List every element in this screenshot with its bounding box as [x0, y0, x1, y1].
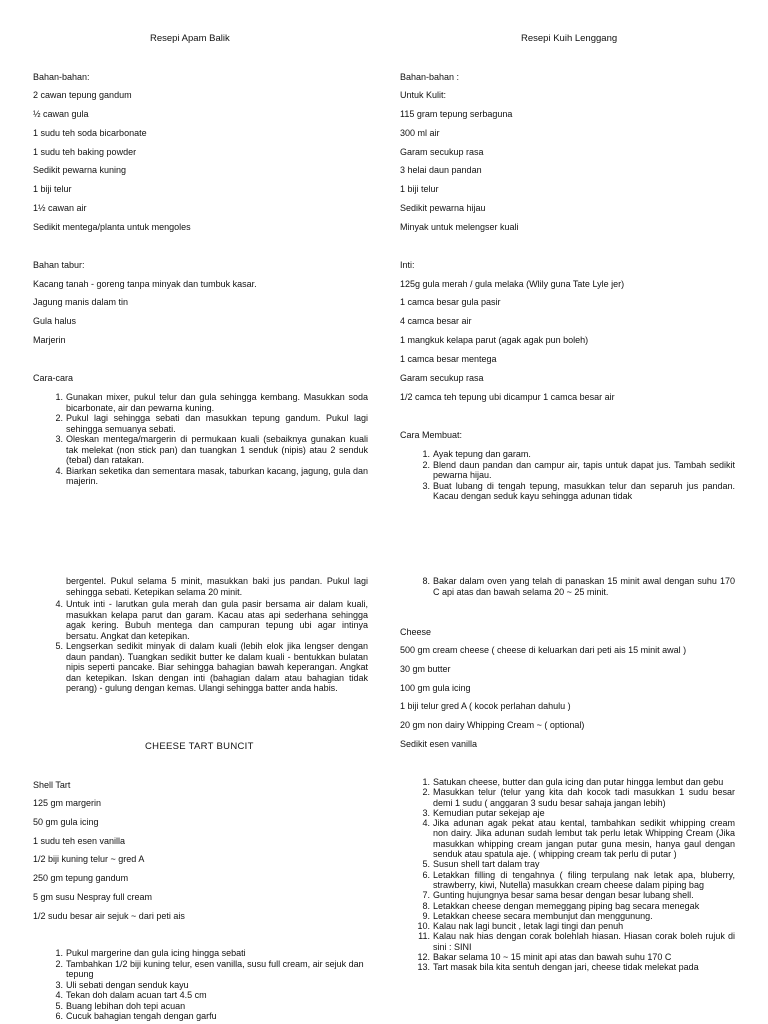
apam-bahan-item: 1 sudu teh soda bicarbonate: [33, 128, 147, 138]
lenggang-kulit-item: 1 biji telur: [400, 184, 439, 194]
lenggang-cara-list: [422, 449, 735, 502]
list-item: 6. Letakkan filling di tengahnya ( filing terpulang nak letak apa, bluberry, strawberry, kiwi, Nutella) masukkan cream cheese dalam piping bag: [422, 869, 735, 890]
tart-shell-item: 1/2 biji kuning telur ~ gred A: [33, 854, 145, 864]
apam-bahan-item: 1 sudu teh baking powder: [33, 147, 137, 157]
list-item: 12. Bakar selama 10 ~ 15 minit api atas dan bawah suhu 170 C: [417, 952, 672, 963]
lenggang-inti-item: 1/2 camca teh tepung ubi dicampur 1 camca besar air: [400, 392, 615, 402]
apam-tabur-item: Gula halus: [33, 316, 77, 326]
tart-shell-item: 1 sudu teh esen vanilla: [33, 836, 126, 846]
lenggang-kulit-item: Garam secukup rasa: [400, 147, 484, 157]
apam-bahan-item: 2 cawan tepung gandum: [33, 90, 132, 100]
tart-title: CHEESE TART BUNCIT: [145, 741, 254, 752]
lenggang-kulit-item: 3 helai daun pandan: [400, 165, 482, 175]
apam-cara-heading: Cara-cara: [33, 373, 74, 383]
apam-title: Resepi Apam Balik: [150, 33, 230, 44]
list-item: 1. Pukul margerine dan gula icing hingga sebati: [55, 948, 246, 958]
apam-cara-list: [55, 392, 368, 487]
apam-tabur-item: Jagung manis dalam tin: [33, 297, 129, 307]
list-item: 2. Blend daun pandan dan campur air, tapis untuk dapat jus. Tambah sedikit pewarna hijau.: [422, 459, 735, 480]
lenggang-kulit-item: Sedikit pewarna hijau: [400, 203, 486, 213]
lenggang-cara-heading: Cara Membuat:: [400, 430, 463, 440]
tart-cheese-item: Sedikit esen vanilla: [400, 739, 478, 749]
apam-bahan-item: ½ cawan gula: [33, 109, 89, 119]
tart-shell-item: 5 gm susu Nespray full cream: [33, 892, 153, 902]
list-item: 13. Tart masak bila kita sentuh dengan jari, cheese tidak melekat pada: [417, 962, 699, 973]
tart-cheese-item: 1 biji telur gred A ( kocok perlahan dahulu ): [400, 701, 571, 711]
list-item: 11. Kalau nak hias dengan corak bolehlah hiasan. Hiasan corak boleh rujuk di sini : SINI: [418, 931, 735, 952]
apam-tabur-item: Marjerin: [33, 335, 66, 345]
list-item: 5. Lengserkan sedikit minyak di dalam kuali (lebih elok jika lengser dengan daun pandan). Tuangkan sedikit butter ke dalam kuali - bentukkan bulatan nipis seperti pancake. Biar sehingga bahagian bawah keperangan. Angkat dan ketepikan. Iskan dengan inti (bahagian dalam atau bahagian tidak perang) - gulung dengan kemas. Ulangi sehingga batter anda habis.: [55, 641, 368, 693]
list-item: 4. Tekan doh dalam acuan tart 4.5 cm: [55, 990, 207, 1000]
list-item: 3. Kemudian putar sekejap aje: [422, 807, 545, 818]
tart-cheese-item: 500 gm cream cheese ( cheese di keluarkan dari peti ais 15 minit awal ): [400, 645, 687, 655]
lenggang-inti-item: 1 camca besar gula pasir: [400, 297, 501, 307]
list-item: 3. Oleskan mentega/margerin di permukaan kuali (sebaiknya gunakan kuali tak melekat (non stick pan) dan tuangkan 1 senduk (nipis) atau 2 senduk (tebal) dan ratakan.: [55, 434, 368, 465]
tart-shell-item: 1/2 sudu besar air sejuk ~ dari peti ais: [33, 911, 185, 921]
list-item: 2. Pukul lagi sehingga sebati dan masukkan tepung gandum. Pukul lagi sehingga semuanya sebati.: [55, 413, 368, 434]
tart-shell-item: 50 gm gula icing: [33, 817, 99, 827]
tart-shell-item: 125 gm margerin: [33, 798, 102, 808]
lenggang-cara-list-2: [55, 599, 368, 694]
apam-bahan-item: Sedikit pewarna kuning: [33, 165, 127, 175]
list-item: 1. Gunakan mixer, pukul telur dan gula sehingga kembang. Masukkan soda bicarbonate, air dan pewarna kuning.: [55, 392, 368, 413]
lenggang-bahan-heading: Bahan-bahan :: [400, 72, 460, 82]
list-item: 7. Gunting hujungnya besar sama besar dengan besar lubang shell.: [422, 890, 694, 901]
lenggang-inti-item: Garam secukup rasa: [400, 373, 484, 383]
lenggang-inti-item: 4 camca besar air: [400, 316, 472, 326]
list-item: 9. Letakkan cheese secara membunjut dan menggunung.: [422, 910, 653, 921]
list-item: 10. Kalau nak lagi buncit , letak lagi tingi dan penuh: [417, 921, 624, 932]
apam-bahan-item: 1 biji telur: [33, 184, 72, 194]
list-item: 5. Buang lebihan doh tepi acuan: [55, 1000, 186, 1011]
lenggang-cara-continued: bergentel. Pukul selama 5 minit, masukkan baki jus pandan. Pukul lagi sehingga sebati. Ketepikan selama 20 minit.: [66, 576, 368, 597]
apam-bahan-heading: Bahan-bahan:: [33, 72, 90, 82]
apam-bahan-item: 1½ cawan air: [33, 203, 87, 213]
lenggang-cara-list-3: [422, 576, 735, 597]
lenggang-inti-heading: Inti:: [400, 260, 415, 270]
list-item: 1. Satukan cheese, butter dan gula icing dan putar hingga lembut dan gebu: [422, 777, 724, 787]
list-item: 4. Jika adunan agak pekat atau kental, tambahkan sedikit whipping cream non dairy. Jika adunan sudah lembut tak perlu letak Whipping Cream (Jika masukkan whipping cream jangan putar guna mesin, hanya gaul dengan senduk atau spatula aje. ( whipping cream tak perlu di putar ): [422, 818, 735, 860]
tart-cheese-steps: [417, 777, 735, 973]
tart-cheese-item: 30 gm butter: [400, 664, 451, 674]
lenggang-inti-item: 125g gula merah / gula melaka (Wlily guna Tate Lyle jer): [400, 279, 625, 289]
lenggang-kulit-item: 115 gram tepung serbaguna: [400, 109, 513, 119]
list-item: 8. Bakar dalam oven yang telah di panaskan 15 minit awal dengan suhu 170 C api atas dan bawah selama 20 ~ 25 minit.: [422, 576, 735, 597]
tart-shell-steps: [55, 948, 368, 1022]
list-item: 2. Masukkan telur (telur yang kita dah kocok tadi masukkan 1 sudu besar demi 1 sudu ( anggaran 3 sudu besar sahaja jangan lebih): [422, 787, 735, 808]
list-item: 4. Untuk inti - larutkan gula merah dan gula pasir bersama air dalam kuali, masukkan kelapa parut dan garam. Kacau atas api sederhana sehingga agak kering. Bubuh mentega dan campuran tepung ubi agar intinya bersatu. Angkat dan ketepikan.: [55, 599, 368, 641]
list-item: 4. Biarkan seketika dan sementara masak, taburkan kacang, jagung, gula dan majerin.: [55, 465, 368, 486]
lenggang-kulit-item: Minyak untuk melengser kuali: [400, 222, 519, 232]
lenggang-inti-item: 1 camca besar mentega: [400, 354, 497, 364]
tart-shell-heading: Shell Tart: [33, 780, 71, 790]
lenggang-inti-item: 1 mangkuk kelapa parut (agak agak pun boleh): [400, 335, 589, 345]
apam-tabur-heading: Bahan tabur:: [33, 260, 85, 270]
list-item: 3. Uli sebati dengan senduk kayu: [55, 979, 189, 990]
lenggang-title: Resepi Kuih Lenggang: [521, 33, 618, 44]
tart-cheese-item: 20 gm non dairy Whipping Cream ~ ( optional): [400, 720, 585, 730]
list-item: 5. Susun shell tart dalam tray: [422, 859, 540, 870]
tart-cheese-item: 100 gm gula icing: [400, 683, 471, 693]
apam-tabur-item: Kacang tanah - goreng tanpa minyak dan tumbuk kasar.: [33, 279, 257, 289]
list-item: 1. Ayak tepung dan garam.: [422, 449, 531, 459]
list-item: 3. Buat lubang di tengah tepung, masukkan telur dan separuh jus pandan. Kacau dengan seduk kayu sehingga adunan tidak: [422, 480, 735, 501]
list-item: 6. Cucuk bahagian tengah dengan garfu: [55, 1011, 217, 1021]
lenggang-kulit-heading: Untuk Kulit:: [400, 90, 447, 100]
tart-cheese-heading: Cheese: [400, 627, 432, 637]
tart-shell-item: 250 gm tepung gandum: [33, 873, 129, 883]
lenggang-kulit-item: 300 ml air: [400, 128, 440, 138]
apam-bahan-item: Sedikit mentega/planta untuk mengoles: [33, 222, 191, 232]
list-item: 2. Tambahkan 1/2 biji kuning telur, esen vanilla, susu full cream, air sejuk dan tepung: [55, 958, 364, 979]
list-item: 8. Letakkan cheese dengan memeggang piping bag secara menegak: [422, 900, 700, 911]
